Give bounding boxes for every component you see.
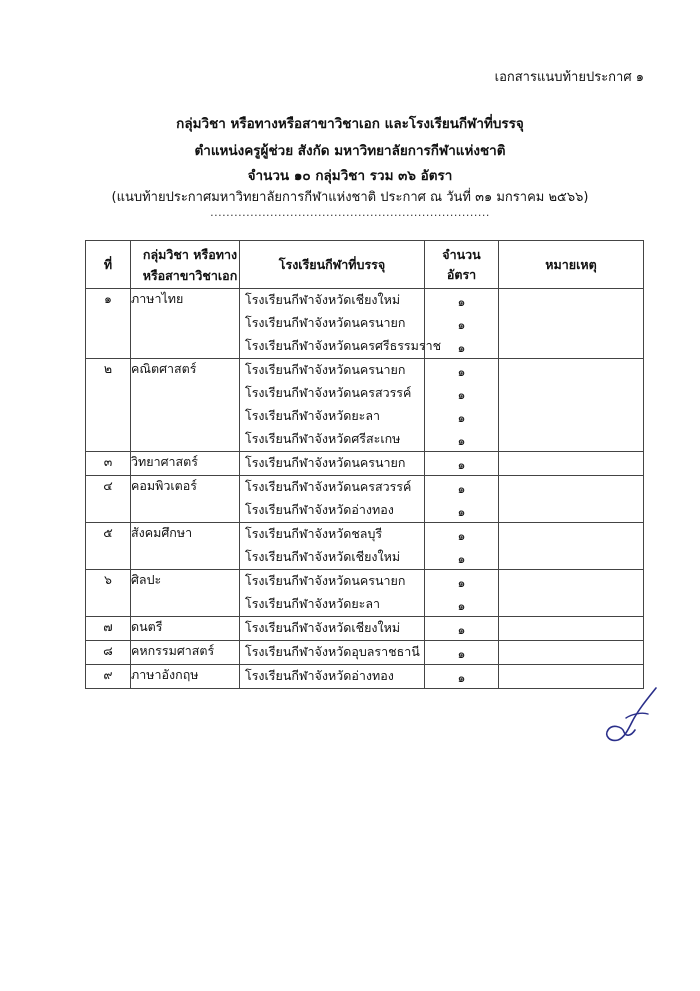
school-name: โรงเรียนกีฬาจังหวัดนครสวรรค์	[245, 479, 412, 494]
table-row	[86, 476, 644, 523]
row-schools	[240, 570, 425, 617]
school-name: โรงเรียนกีฬาจังหวัดชลบุรี	[245, 526, 383, 541]
col-header-no: ที่	[86, 241, 131, 289]
row-subject: ภาษาอังกฤษ	[131, 665, 240, 689]
table-row	[86, 570, 644, 617]
col-header-subject-line1: กลุ่มวิชา หรือทาง	[142, 246, 238, 262]
row-note	[499, 641, 644, 665]
position-count: ๑	[457, 575, 466, 590]
row-note	[499, 617, 644, 641]
school-name: โรงเรียนกีฬาจังหวัดอ่างทอง	[245, 502, 394, 517]
row-schools	[240, 359, 425, 452]
school-name: โรงเรียนกีฬาจังหวัดยะลา	[245, 408, 381, 423]
table-row	[86, 359, 644, 452]
school-name: โรงเรียนกีฬาจังหวัดนครนายก	[245, 573, 406, 588]
row-counts	[425, 570, 499, 617]
row-counts	[425, 617, 499, 641]
position-count: ๑	[457, 670, 466, 685]
row-note	[499, 570, 644, 617]
school-name: โรงเรียนกีฬาจังหวัดศรีสะเกษ	[245, 431, 401, 446]
table-row	[86, 617, 644, 641]
row-counts	[425, 665, 499, 689]
row-subject: ดนตรี	[131, 617, 240, 641]
subtitle: (แนบท้ายประกาศมหาวิทยาลัยการกีฬาแห่งชาติ ประกาศ ณ วันที่ ๓๑ มกราคม ๒๕๖๖)	[111, 190, 589, 205]
school-name: โรงเรียนกีฬาจังหวัดนครนายก	[245, 455, 406, 470]
school-name: โรงเรียนกีฬาจังหวัดนครสวรรค์	[245, 385, 412, 400]
row-schools	[240, 617, 425, 641]
position-count: ๑	[457, 387, 466, 402]
position-count: ๑	[457, 457, 466, 472]
position-count: ๑	[457, 433, 466, 448]
school-name: โรงเรียนกีฬาจังหวัดอ่างทอง	[245, 668, 394, 683]
row-note	[499, 359, 644, 452]
row-number: ๓	[86, 452, 131, 476]
row-schools	[240, 641, 425, 665]
col-header-count-line2: อัตรา	[446, 266, 477, 282]
separator-dots: ......................................................................	[210, 206, 490, 219]
row-schools	[240, 523, 425, 570]
school-name: โรงเรียนกีฬาจังหวัดนครนายก	[245, 315, 406, 330]
table-row	[86, 665, 644, 689]
row-schools	[240, 452, 425, 476]
col-header-subject-line2: หรือสาขาวิชาเอก	[142, 267, 238, 283]
row-schools	[240, 289, 442, 359]
row-number: ๕	[86, 523, 131, 570]
row-number: ๔	[86, 476, 131, 523]
table-row	[86, 452, 644, 476]
row-counts	[425, 476, 499, 523]
col-header-subject	[131, 241, 240, 289]
title-line-1: กลุ่มวิชา หรือทางหรือสาขาวิชาเอก และโรงเรียนกีฬาที่บรรจุ	[176, 116, 524, 132]
row-note	[499, 452, 644, 476]
row-schools	[240, 665, 425, 689]
position-count: ๑	[457, 410, 466, 425]
position-count: ๑	[457, 646, 466, 661]
table-row	[86, 289, 644, 359]
positions-table	[85, 240, 644, 689]
position-count: ๑	[457, 294, 466, 309]
row-number: ๗	[86, 617, 131, 641]
table-header-row	[86, 241, 644, 289]
annex-label: เอกสารแนบท้ายประกาศ ๑	[494, 70, 644, 85]
position-count: ๑	[457, 551, 466, 566]
row-number: ๙	[86, 665, 131, 689]
row-counts	[425, 641, 499, 665]
signature	[598, 684, 660, 746]
table-row	[86, 523, 644, 570]
row-subject: คอมพิวเตอร์	[131, 476, 240, 523]
position-count: ๑	[457, 504, 466, 519]
row-subject: วิทยาศาสตร์	[131, 452, 240, 476]
row-number: ๖	[86, 570, 131, 617]
school-name: โรงเรียนกีฬาจังหวัดยะลา	[245, 596, 381, 611]
row-subject: ภาษาไทย	[131, 289, 240, 359]
col-header-school: โรงเรียนกีฬาที่บรรจุ	[240, 241, 425, 289]
position-count: ๑	[457, 622, 466, 637]
row-note	[499, 523, 644, 570]
school-name: โรงเรียนกีฬาจังหวัดอุบลราชธานี	[245, 644, 420, 659]
row-subject: สังคมศึกษา	[131, 523, 240, 570]
position-count: ๑	[457, 364, 466, 379]
title-line-3: จำนวน ๑๐ กลุ่มวิชา รวม ๓๖ อัตรา	[247, 168, 453, 184]
position-count: ๑	[457, 598, 466, 613]
row-subject: คณิตศาสตร์	[131, 359, 240, 452]
row-note	[499, 476, 644, 523]
row-schools	[240, 476, 425, 523]
table-body	[86, 289, 644, 689]
row-number: ๒	[86, 359, 131, 452]
school-name: โรงเรียนกีฬาจังหวัดเชียงใหม่	[245, 292, 401, 307]
school-name: โรงเรียนกีฬาจังหวัดเชียงใหม่	[245, 549, 401, 564]
row-counts	[425, 359, 499, 452]
school-name: โรงเรียนกีฬาจังหวัดเชียงใหม่	[245, 620, 401, 635]
position-count: ๑	[457, 317, 466, 332]
table-row	[86, 641, 644, 665]
position-count: ๑	[457, 340, 466, 355]
position-count: ๑	[457, 481, 466, 496]
title-line-2: ตำแหน่งครูผู้ช่วย สังกัด มหาวิทยาลัยการกีฬาแห่งชาติ	[194, 143, 506, 159]
position-count: ๑	[457, 528, 466, 543]
row-number: ๑	[86, 289, 131, 359]
row-number: ๘	[86, 641, 131, 665]
row-counts	[425, 452, 499, 476]
col-header-note: หมายเหตุ	[499, 241, 644, 289]
row-note	[499, 289, 644, 359]
row-subject: คหกรรมศาสตร์	[131, 641, 240, 665]
col-header-count	[425, 241, 499, 289]
col-header-count-line1: จำนวน	[442, 246, 481, 262]
row-subject: ศิลปะ	[131, 570, 240, 617]
row-counts	[425, 523, 499, 570]
school-name: โรงเรียนกีฬาจังหวัดนครนายก	[245, 362, 406, 377]
school-name: โรงเรียนกีฬาจังหวัดนครศรีธรรมราช	[245, 338, 442, 353]
